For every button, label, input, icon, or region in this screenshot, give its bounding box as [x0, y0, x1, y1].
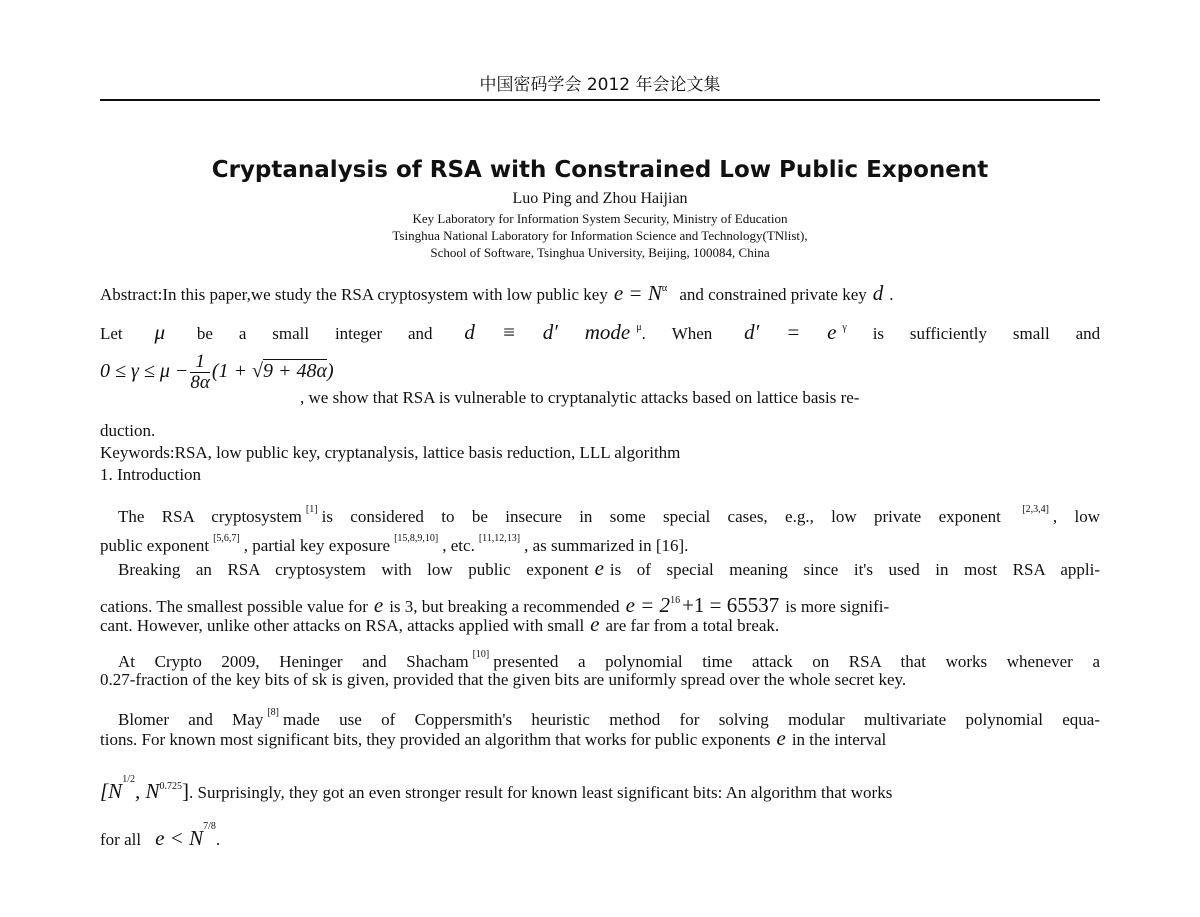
condition-formula: 0 ≤ γ ≤ μ − $\frac{1}{8\alpha}$ (1 + √9 + 48α) — [100, 351, 334, 393]
para3-line2: 0.27-fraction of the key bits of sk is given, provided that the given bits are uniformly spread over the whole secret key. — [100, 670, 907, 689]
para2-line1: Breaking an RSA cryptosystem with low public exponent e is of special meaning since it's used in most RSA appli- — [118, 556, 1100, 580]
paper-title: Cryptanalysis of RSA with Constrained Low Public Exponent — [211, 157, 989, 183]
affiliation-2: Tsinghua National Laboratory for Information Science and Technology(TNlist), — [392, 228, 808, 243]
para2-line3: cant. However, unlike other attacks on RSA, attacks applied with small e are far from a total break. — [100, 612, 780, 636]
para2-line2: cations. The smallest possible value for e is 3, but breaking a recommended $e = 2^{16}+1 = 65537$ is more signifi- — [100, 593, 890, 617]
affiliation-1: Key Laboratory for Information System Security, Ministry of Education — [412, 211, 788, 226]
abstract-line-4: duction. — [100, 421, 156, 440]
para4-line2: tions. For known most significant bits, they provided an algorithm that works for public exponents e in the interval — [100, 726, 887, 750]
authors: Luo Ping and Zhou Haijian — [512, 190, 688, 207]
abstract-line-2: Let μ be a small integer and d ≡ d′ mode $^\mu$. When d′ = e $^\gamma$ is sufficiently small and — [100, 320, 1101, 344]
keywords: Keywords:RSA, low public key, cryptanalysis, lattice basis reduction, LLL algorithm — [100, 443, 681, 462]
para3-line1: At Crypto 2009, Heninger and Shacham [10] presented a polynomial time attack on RSA that works whenever a — [118, 649, 1100, 671]
para4-line4: for all $e < N^{7/8}$. — [100, 821, 221, 850]
abstract-line-3: , we show that RSA is vulnerable to cryptanalytic attacks based on lattice basis re- — [300, 388, 860, 407]
para1-line2: public exponent [5,6,7] , partial key exposure [15,8,9,10] , etc. [11,12,13] , as summarized in [16]. — [100, 533, 689, 555]
para4-line3: [$N^{1/2}$, $N^{0.725}$]. Surprisingly, they got an even stronger result for known least significant bits: An algorithm that works — [100, 774, 893, 803]
header-rule — [100, 99, 1100, 101]
running-head: 中国密码学会 2012 年会论文集 — [479, 75, 721, 95]
abstract-line-1: Abstract:In this paper,we study the RSA cryptosystem with low public key $e = N^\alpha$ and constrained private key d . — [100, 281, 894, 305]
affiliation-3: School of Software, Tsinghua University, Beijing, 100084, China — [430, 245, 770, 260]
para1-line1: The RSA cryptosystem [1] is considered to be insecure in some special cases, e.g., low private exponent [2,3,4] , low — [118, 504, 1101, 526]
para4-line1: Blomer and May [8] made use of Coppersmith's heuristic method for solving modular multivariate polynomial equa- — [118, 707, 1100, 729]
section-heading: 1. Introduction — [100, 465, 202, 484]
